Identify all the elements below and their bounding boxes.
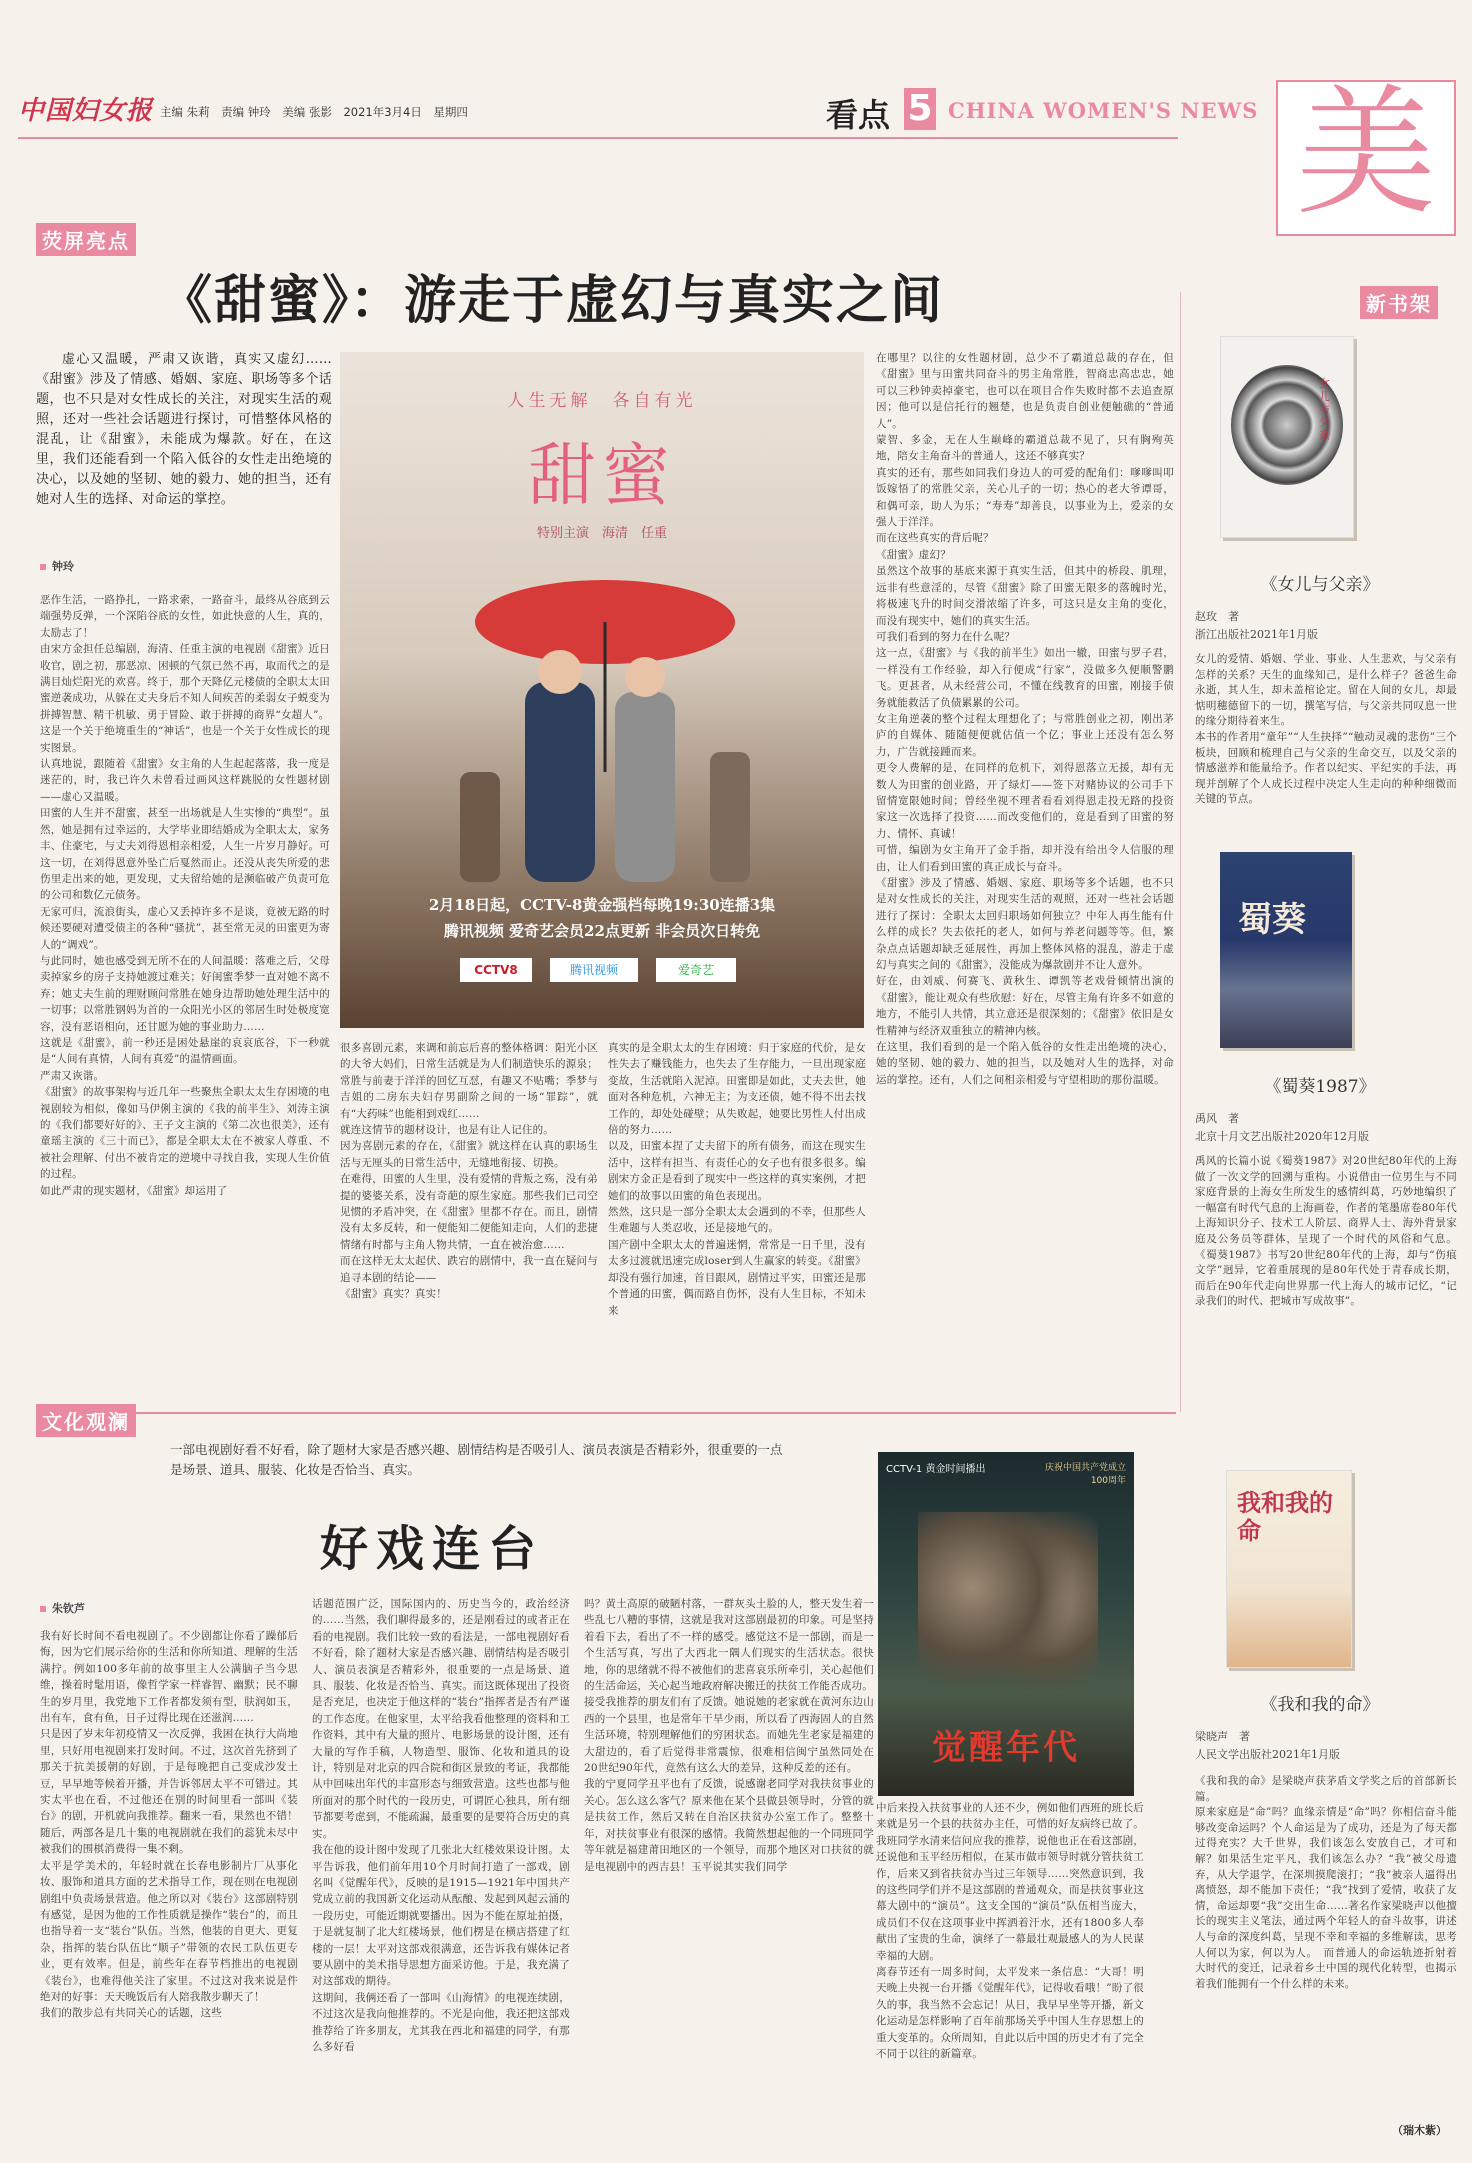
masthead-credits: 主编 朱莉 责编 钟玲 美编 张影 2021年3月4日 星期四 bbox=[160, 105, 468, 119]
book-meta-2: 禹风 著 北京十月文艺出版社2020年12月版 bbox=[1195, 1112, 1369, 1143]
section-tag-culture: 文化观澜 bbox=[36, 1404, 136, 1437]
juexing-badge: 庆祝中国共产党成立100周年 bbox=[1044, 1463, 1126, 1486]
masthead-rule bbox=[18, 137, 1178, 139]
feature-col-2: 话题范围广泛，国际国内的、历史当今的，政治经济的……当然，我们聊得最多的，还是刚看过的或者正在看的电视剧。我们比较一致的看法是，一部电视剧好看不好看，除了题材大家是否感兴趣、剧情结构是否吸引人、演员表演是否精彩外，很重要的一点是场景、道具、服装、化妆是否恰当、真实。而这既体现出了投资是否充足，也决定于他这样的“装台”指挥者是否有严谨的工作态度。在他家里，太平给我看他整理的资料和工作资料，其中有大量的照片、电影场景的设计图，还有大量的写作手稿，人物造型、服饰、化妆和道具的设计，特别是对北京的四合院和街区景致的考证，我都能从中回味出年代的丰富形态与细致营造。这些也都与他所面对的那个时代的一段历史，可谓匠心独具，所有细节都要考虑到，不能疏漏，最重要的是要符合历史的真实。 我在他的设计图中发现了几张北大红楼效果设计图。太平告诉我，他们前年用10个月时间打造了一部戏，剧名叫《觉醒年代》，反映的是1915—1921年中国共产党成立前的我国新文化运动从酝酿、发起到风起云涌的一段历史，可能近期就要播出。因为不能在原址拍摄，于是就复制了北大红楼场景，他们楞是在横店搭建了红楼的一层！太平对这部戏很满意，还告诉我有媒体记者要从剧中的美术指导思想方面采访他。于是，我充满了对这部戏的期待。 这期间，我俩还看了一部叫《山海情》的电视连续剧，不过这次是我向他推荐的。不光是向他，我还把这部戏推荐给了许多朋友，尤其我在西北和福建的同学，有那么多好看 bbox=[312, 1598, 570, 2053]
feature-col-1: 我有好长时间不看电视剧了。不少剧都让你看了躁郁后悔，因为它们展示给你的生活和你所知道、理解的生活满拧。例如100多年前的故事里主人公满脑子当今思维，操着时髦用语，像哲学家一样睿智、幽默；民不聊生的岁月里，我党地下工作者都发须有型，肤润如玉，出有车，食有鱼，日子过得比现在还滋润…… 只是因了岁末年初疫情又一次反弹，我困在执行大尚地里，只好用电视剧来打发时间。不过，这次首先挤到了那关于抗美援朝的好剧，于是每晚把自己变成沙发土豆，早早地等候着开播，并告诉邻居太平不可错过。其实太平也在看，不过他还在别的时间里看一部叫《装台》的剧，开机就向我推荐。翻来一看，果然也不错！随后，两部各是几十集的电视剧就在我们的蕊犹未尽中被我们的围棋消费得一集不剩。 太平是学美术的，年轻时就在长春电影制片厂从事化妆、服饰和道具方面的艺术指导工作，现在则在电视剧剧组中负责场景营造。他之所以对《装台》这部剧特别有感觉，是因为他的工作性质就是操作“装台”的，而且也指导着一支“装台”队伍。当然，他装的自更大、更复杂，指挥的装台队伍比“顺子”带领的农民工队伍更专业，更有效率。但是，前些年在春节档推出的电视剧《装台》，也难得他关注了家里。不过这对我来说是件绝对的好事：天天晚饭后有人陪我散步聊天了！ 我们的散步总有共同关心的话题，这些 bbox=[40, 1630, 298, 2020]
section-divider bbox=[36, 1412, 1176, 1414]
feature-col-4: 中后来投入扶贫事业的人还不少，例如他们西班的班长后来就是另一个县的扶贫办主任，可惜的好友病终已故了。我班同学水清来信问应我的推荐，说他也正在看这部剧，还说他和玉平经历相似，在某市做市领导时就分管扶贫工作，后来又到省扶贫办当过三年领导……突然意识到，我的这些同学们并不是这部剧的普通观众，而是扶贫事业这幕大剧中的“演员”。这支全国的“演员”队伍相当庞大，成员们不仅在这项事业中挥洒着汗水，还有1800多人奉献出了宝贵的生命，演绎了一幕最壮观最感人的为人民谋幸福的大剧。 离春节还有一周多时间，太平发来一条信息：“大哥！明天晚上央视一台开播《觉醒年代》，记得收看哦！”盼了很久的事，我当然不会忘记！从日，我早早坐等开播，新文化运动是怎样影响了百年前那场关乎中国人生存思想上的重大变革的。众所周知，自此以后中国的历史才有了完全不同于以往的新篇章。 bbox=[876, 1802, 1144, 2061]
tianmi-poster bbox=[340, 352, 864, 1028]
juexing-poster bbox=[878, 1452, 1134, 1796]
sidebar-rule bbox=[1180, 292, 1181, 1412]
feature-title: 好戏连台 bbox=[320, 1521, 545, 1577]
poster-schedule-2: 腾讯视频 爱奇艺会员22点更新 非会员次日转免 bbox=[443, 922, 761, 940]
book-meta-1: 赵玫 著 浙江出版社2021年1月版 bbox=[1195, 610, 1318, 641]
feature-author: 朱钦芦 bbox=[40, 1600, 85, 1616]
newspaper-logo: 中国妇女报 bbox=[18, 96, 154, 126]
top-border bbox=[0, 0, 1472, 36]
masthead bbox=[0, 80, 1472, 136]
feature-col-3: 吗？黄土高原的破陋村落，一群灰头土脸的人，整天发生着一些乱七八糟的事情，这就是我对这部剧最初的印象。可是坚持着看下去，看出了不一样的感受。感觉这不是一部剧，而是一个生活写真，写出了大西北一隅人们现实的生活状态。很快地，你的思绪就不得不被他们的悲喜哀乐所牵引，关心起他们的生活命运，关心起当地政府解决搬迁的扶贫工作能否成功。 接受我推荐的朋友们有了反馈。她说她的老家就在黄河东边山西的一个县里，也是常年干旱少雨，所以看了西海固人的自然生活环境，特别理解他们的穷困状态。而她先生老家是福建的大甜边的，看了后觉得非常震惊，很难相信闽宁虽然同处在20世纪90年代，竟然有这么大的差异，这种反差的还有。 我的宁夏同学丑平也有了反馈，说感谢老同学对我扶贫事业的关心。怎么这么客气？原来他在某个县做县领导时，分管的就是扶贫工作，然后又转在自治区扶贫办公室工作了。整整十年，对扶贫事业有很深的感情。我简然想起他的一个同班同学等年就是福建莆田地区的一个领导，而那个地区对口扶贫的就是电视剧中的西吉县！玉平说其实我们同学 bbox=[584, 1598, 874, 1873]
book-meta-3: 梁晓声 著 人民文学出版社2021年1月版 bbox=[1195, 1730, 1340, 1761]
mei-box bbox=[1276, 72, 1456, 236]
poster-title: 甜蜜 bbox=[527, 437, 676, 516]
english-title: CHINA WOMEN'S NEWS bbox=[948, 98, 1259, 123]
book-caption-3: 《我和我的命》 bbox=[1260, 1695, 1380, 1715]
cctv8-logo: CCTV8 bbox=[460, 958, 532, 982]
feature-lead: 一部电视剧好看不好看，除了题材大家是否感兴趣、剧情结构是否吸引人、演员表演是否精彩外，很重要的一点是场景、道具、服装、化妆是否恰当、真实。 bbox=[170, 1442, 783, 1477]
poster-schedule-1: 2月18日起，CCTV-8黄金强档每晚19:30连播3集 bbox=[428, 896, 776, 914]
book-cover-my-fate bbox=[1226, 1470, 1352, 1668]
cover-title-my-fate: 我和我的命 bbox=[1237, 1488, 1333, 1545]
cover-title-daughter-father: 女儿与父亲 bbox=[1319, 377, 1330, 442]
book-caption-2: 《蜀葵1987》 bbox=[1264, 1077, 1376, 1097]
review-col-1: 恶作生活，一路挣扎，一路求索，一路奋斗，最终从谷底到云端强势反弹，一个深陷谷底的女性，如此快意的人生，真的，太励志了！ 由宋方金担任总编剧，海清、任重主演的电视剧《甜蜜》近日收官，剧之初，那恶凉、困顿的气氛已然不再，取而代之的是满目灿烂阳光的欢喜。终于，那个天降亿元楼债的全职太太田蜜逆袭成功，从躲在丈夫身后不知人间疾苦的柔弱女子蜕变为拼搏智慧、精干机敏、勇于冒险、敢于拼搏的商界“女超人”。 这是一个关于绝境重生的“神话”，也是一个关于女性成长的现实图景。 认真地说，跟随着《甜蜜》女主角的人生起起落落，我一度是迷茫的，时，我已许久未曾看过画风这样跳脱的女性题材剧——虚心又温暖。 田蜜的人生并不甜蜜，甚至一出场就是人生实惨的“典型”。虽然，她是拥有过幸运的，大学毕业即结婚成为全职太太，家务丰、住豪宅，与丈夫刘得恩相亲相爱，人生一片岁月静好。可这一切，在刘得恩意外坠亡后戛然而止。还没从丧失所爱的悲伤里走出来的她，更发现，丈夫留给她的是濒临破产负责可危的公司和数亿元债务。 无家可归，流浪街头，虚心又丢掉许多不是谈，竟被无路的时候还要硬对遭受债主的各种“骚扰”，甚至常无灵的田蜜更为寄人的“调戏”。 与此同时，她也感受到无所不在的人间温暖：落难之后，父母卖掉家乡的房子支持她渡过难关；好闺蜜季梦一直对她不离不弃；她丈夫生前的理财顾问常胜在她身边帮助她处理生活中的一切事；以常胜钢妈为首的一众阳光小区的邻居生时处极度宽容，没有恶语相向，还甘愿为她的事业助力…… 这就是《甜蜜》，前一秒还是困处悬崖的哀哀底谷，下一秒就是“人间有真情，人间有真爱”的温情画面。 严肃又诙谐。 《甜蜜》的故事架构与近几年一些聚焦全职太太生存困境的电视剧较为相似，像如马伊俐主演的《我的前半生》、刘涛主演的《我们都要好好的》、王子文主演的《第二次也很美》，还有童瑶主演的《三十而已》，都是全职太太在不被家人尊重、不被社会理解、付出不被肯定的逆境中寻找自我，实现人生价值的过程。 如此严肃的现实题材，《甜蜜》却运用了 bbox=[40, 594, 330, 1197]
poster-stars: 特别主演 海清 任重 bbox=[536, 526, 667, 541]
iqiyi-logo: 爱奇艺 bbox=[656, 958, 736, 982]
book-cover-shukui bbox=[1220, 852, 1352, 1048]
poster-tagline: 人生无解 各自有光 bbox=[507, 391, 697, 411]
mei-character: 美 bbox=[1295, 72, 1436, 235]
juexing-channel: CCTV-1 黄金时间播出 bbox=[886, 1464, 986, 1475]
review-author: 钟玲 bbox=[40, 558, 74, 574]
cover-title-shukui: 蜀葵 bbox=[1238, 900, 1306, 940]
section-tag-screen-highlight: 荧屏亮点 bbox=[36, 223, 136, 256]
juexing-title: 觉醒年代 bbox=[932, 1728, 1080, 1768]
review-col-2: 很多喜剧元素，来调和前忘后喜的整体格调：阳光小区的大爷大妈们，日常生活就是为人们制造快乐的源泉；常胜与前妻于洋洋的回忆互怼，有趣又不贴嘴；季梦与吉姐的二房东夫妇存男副阶之间的一场“罪踪”，就有“大药味”也能相到戏红…… 就连这情节的题材设计，也是有让人记住的。 因为喜剧元素的存在，《甜蜜》就这样在认真的职场生活与无厘头的日常生活中，无缝地衔接、切换。 在难得，田蜜的人生里，没有爱情的背叛之殇，没有弟提的婆婆关系，没有奇葩的原生家庭。那些我们已司空见惯的矛盾冲突，在《甜蜜》里都不存在。而且，剧情没有太多反转，和一便能知二便能知走向，人们的悲捷情绪有时都与主角人物共情，一直在被治愈…… 而在这样无太太起伏、跌宕的剧情中，我一直在疑问与追寻本剧的结论—— 《甜蜜》真实？真实！ bbox=[340, 1042, 598, 1301]
book-caption-1: 《女儿与父亲》 bbox=[1260, 575, 1380, 595]
book-cover-daughter-father bbox=[1220, 336, 1354, 538]
juexing-faces bbox=[918, 1512, 1098, 1702]
review-lead: 虚心又温暖，严肃又诙谐，真实又虚幻……《甜蜜》涉及了情感、婚姻、家庭、职场等多个话题，也不只是对女性成长的关注，对现实生活的观照，还对一些社会话题进行探讨，可惜整体风格的混乱，让《甜蜜》，未能成为爆款。好在，在这里，我们还能看到一个陷入低谷的女性走出绝境的决心，以及她的坚韧、她的毅力、她的担当，还有她对人生的选择、对命运的掌控。 bbox=[36, 352, 332, 507]
book-signature: （瑞木紫） bbox=[1392, 2124, 1447, 2137]
review-title: 《甜蜜》：游走于虚幻与真实之间 bbox=[160, 270, 945, 331]
book-desc-1: 女儿的爱情、婚姻、学业、事业、人生悲欢，与父亲有怎样的关系？天生的血缘知己，是什么样子？爸爸生命永逝，其人生，却未盖棺论定。留在人间的女儿，却最惦明穗德留下的一切，撰笔写信，与父亲共同叹息一世的缘分期待着来生。 本书的作者用“童年”“人生抉择”“触动灵魂的悲伤”三个板块，回顾和梳理自己与父亲的生命交互，以及父亲的情感滋养和能量给予。作者以纪实、平纪实的手法，再现并剖解了个人成长过程中决定人生走向的种种细微而关键的节点。 bbox=[1195, 653, 1457, 806]
review-col-3: 真实的是全职太太的生存困境：归于家庭的代价，是女性失去了赚钱能力，也失去了生存能力，一旦出现家庭变故，生活就陷入泥淖。田蜜即是如此，丈夫去世，她面对各种危机，六神无主；为支还债，她不得不出去找工作的，却处处碰壁；从失败起，她要比男性人付出成倍的努力…… 以及，田蜜本捏了丈夫留下的所有债务，而这在现实生活中，这样有担当、有责任心的女子也有很多很多。编剧宋方金正是看到了现实中一些这样的真实案例，才把她们的故事以田蜜的角色表现出。 然然，这只是一部分全职太太会遇到的不幸，但那些人生难题与人类忍收，还是接地气的。 国产剧中全职太太的普遍迷惘，常常是一日千里，没有太多过渡就迅速完成loser到人生赢家的转变。《甜蜜》却没有强行加速，首目跟风，剧情过平实，田蜜还是那个普通的田蜜，偶而路自伤怀，没有人生目标，不知未来 bbox=[608, 1042, 866, 1317]
review-col-4: 在哪里？以往的女性题材剧，总少不了霸道总裁的存在，但《甜蜜》里与田蜜共同奋斗的男主角常胜，智商忠高忠忠，她可以三秒钟卖掉豪宅，也可以在项目合作失败时都不去追查原因；他可以是信托行的翘楚，也是负责自创业便触礁的“普通人”。 蒙智、多金，无在人生巅峰的霸道总裁不见了，只有胸殉英地，陪女主角奋斗的普通人，这还不够真实？ 真实的还有，那些如同我们身边人的可爱的配角们：嗲嗲叫叩饭嫁悟了的常胜父亲，关心儿子的一切；热心的老大爷谭哥，和偶可亲，助人为乐；“寿寿”却善良，以事业为上，爱亲的女强人于洋洋。 而在这些真实的背后呢？ 《甜蜜》虚幻？ 虽然这个故事的基底来源于真实生活，但其中的桥段、肌理，远非有些意淫的，尽管《甜蜜》除了田蜜无限多的落魄时光，将极速飞升的时间交滑浓缩了许多，可这只是女主角的变化，而没有现实中，她们的真实生活。 可我们看到的努力在什么呢？ 这一点，《甜蜜》与《我的前半生》如出一辙，田蜜与罗子君，一样没有工作经验，却入行便成“行家”，没做多久便顺警鹏飞。更甚者，从未经营公司，不懂在线教育的田蜜，刚接手债务就能救活了负债累累的公司。 女主角逆袭的整个过程太理想化了；与常胜创业之初，刚出茅庐的自媒体、随随便便就估值一个亿；事业上还没有怎么努力，广告就接踵而来。 更令人费解的是，在同样的危机下，刘得恩落立无援，却有无数人为田蜜的创业路，开了绿灯——签下对赌协议的公司手下留情宽限她时间；曾经坐视不理者看看刘得恩走投无路的投资家这一次选择了投资……而改变他们的，竟是看到了田蜜的努力、情怀、真诚！ 可惜，编剧为女主角开了金手指，却并没有给出令人信服的理由，让人们看到田蜜的真正成长与奋斗。 《甜蜜》涉及了情感、婚姻、家庭、职场等多个话题，也不只是对女性成长的关注，对现实生活的观照，还对一些社会话题进行了探讨：全职太太回归职场如何独立？中年人再生能有什么样的成长？失去依托的老人，如何与养老问题等等。但，繁杂点点话题却缺乏延展性，再加上整体风格的混乱，游走于虚幻与真实之间的《甜蜜》，没能成为爆款剧并不让人意外。 好在，由刘威、何赛飞、黄秋生、谭凯等老戏骨倾情出演的《甜蜜》，能让观众有些欣慰：好在，尽管主角有许多不如意的地方，不能引人共情，其立意还是很深刻的；《甜蜜》依旧是女性精神与经济双重独立的精神内核。 在这里，我们看到的是一个陷入低谷的女性走出绝境的决心，她的坚韧、她的毅力、她的担当，以及她对人生的选择，对命运的掌控。还有，人们之间相亲相爱与守望相助的那份温暖。 bbox=[876, 352, 1174, 1086]
book-desc-3: 《我和我的命》是梁晓声获茅盾文学奖之后的首部新长篇。 原来家庭是“命”吗？血缘亲情是“命”吗？你相信奋斗能够改变命运吗？个人命运是为了成功，还是为了每天都过得充实？大千世界，我们该怎么安放自己，才可和解？如果活生定平凡，我们该怎么办？“我”被父母遗弃，从大学退学，在深圳摸爬滚打；“我”被亲人逼得出离愤怒，却不能加下责任；“我”找到了爱情，收获了友情，命运却要“我”交出生命……著名作家梁晓声以他擅长的现实主义笔法，通过两个年轻人的奋斗故事，讲述人与命的深度纠葛，呈现不幸和幸福的多维解读，思考人何以为家，何以为人。 而普通人的命运轨迹折射着大时代的变迁，记录着乡土中国的现代化转型，也揭示着我们能拥有一个什么样的未来。 bbox=[1195, 1775, 1457, 1990]
tencent-video-logo: 腾讯视频 bbox=[550, 958, 638, 982]
bottom-border bbox=[0, 2150, 1472, 2163]
section-title: 看点 bbox=[826, 96, 891, 134]
section-tag-new-books: 新书架 bbox=[1360, 286, 1438, 319]
book-desc-2: 禹风的长篇小说《蜀葵1987》对20世纪80年代的上海做了一次文学的回溯与重构。小说借由一位男生与不同家庭背景的上海女生所发生的感情纠葛，巧妙地编织了一幅富有时代气息的上海画卷，作者的笔墨席卷80年代上海知识分子、技术工人阶层、商界人士、海外背景家庭及公务员等群体，呈现了一个时代的风俗和气息。《蜀葵1987》书写20世纪80年代的上海，却与“伤痕文学”迥异，它着重展现的是80年代处于青春成长期，而后在90年代走向世界那一代上海人的城市记忆，“记录我们的时代、把城市写成故事”。 bbox=[1195, 1155, 1457, 1308]
page-number: 5 bbox=[904, 88, 936, 130]
